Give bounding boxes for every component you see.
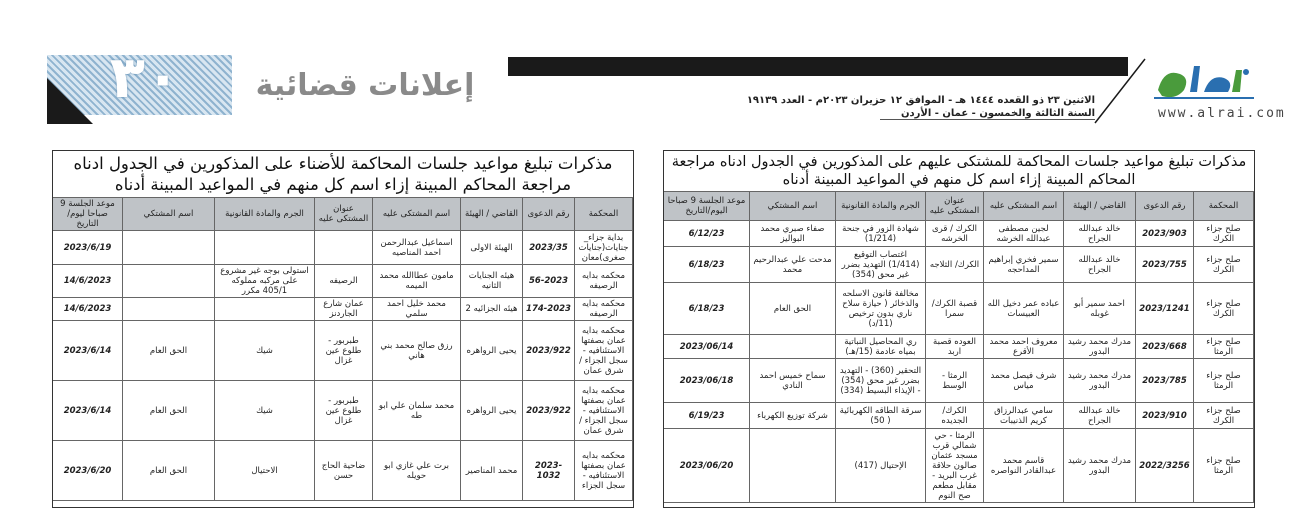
defendant-cell: محمد خليل احمد سلمي	[373, 298, 461, 321]
hearing-date-cell: 2023/6/14	[53, 381, 123, 441]
court-cell: صلح جزاء الكرك	[1194, 283, 1254, 335]
column-header: اسم المشتكى عليه	[984, 192, 1064, 221]
table-row	[53, 441, 633, 501]
header-rule-bar	[508, 57, 1128, 76]
table-row	[664, 335, 1254, 359]
address-cell: قصبة الكرك/ سمرا	[926, 283, 984, 335]
judge-cell: مدرك محمد رشيد البدور	[1064, 359, 1136, 403]
complainant-cell: الحق العام	[123, 381, 215, 441]
offense-cell: استولى بوجه غير مشروع على مركبه مملوكه 405/1 مكرر	[215, 265, 315, 298]
offense-cell	[215, 298, 315, 321]
judge-cell: مدرك محمد رشيد البدور	[1064, 429, 1136, 503]
hearing-date-cell: 2023/6/20	[53, 441, 123, 501]
complainant-cell: سماح خميس احمد النادي	[750, 359, 836, 403]
offense-cell: مخالفة قانون الاسلحه والذخائر ( حيازة سلاح ناري بدون ترخيص (11/د)	[836, 283, 926, 335]
case-number-cell: 2023/1241	[1136, 283, 1194, 335]
judge-cell: الهيئة الاولى	[461, 231, 523, 265]
case-number-cell: 174-2023	[523, 298, 575, 321]
website-url: www.alrai.com	[1158, 106, 1286, 121]
notice-box-right	[663, 150, 1255, 508]
corner-triangle-icon	[47, 78, 93, 124]
judge-cell: هيئه الجزائيه 2	[461, 298, 523, 321]
column-header: الجرم والمادة القانونية	[836, 192, 926, 221]
address-cell: ضاحية الحاج حسن	[315, 441, 373, 501]
court-cell: محكمه بدايه عمان بصفتها الاستئنافيه - سجل الجزاء	[575, 441, 633, 501]
column-header: عنوان المشتكى عليه	[926, 192, 984, 221]
issue-date-line: الاثنين ٢٣ ذو القعده ١٤٤٤ هـ - الموافق ١٢ حزيران ٢٠٢٣م - العدد ١٩١٣٩	[746, 95, 1095, 106]
table-row	[664, 403, 1254, 429]
judge-cell: خالد عبدالله الجراح	[1064, 247, 1136, 283]
complainant-cell: الحق العام	[750, 283, 836, 335]
hearing-date-cell: 2023/06/14	[664, 335, 750, 359]
case-number-cell: 2023/922	[523, 381, 575, 441]
section-title: إعلانات قضائية	[255, 68, 475, 103]
case-number-cell: 2023/910	[1136, 403, 1194, 429]
defendant-cell: رزق صالح محمد بني هاني	[373, 321, 461, 381]
alrai-logo-icon[interactable]	[1150, 60, 1260, 104]
hearing-date-cell: 6/18/23	[664, 283, 750, 335]
defendant-cell: لجين مصطفى عبدالله الخرشه	[984, 221, 1064, 247]
column-header: المحكمة	[575, 198, 633, 231]
offense-cell: ري المحاصيل النباتية بمياه عادمة (15/هـ)	[836, 335, 926, 359]
defendant-cell: قاسم محمد عبدالقادر النواصره	[984, 429, 1064, 503]
column-header: اسم المشتكي	[750, 192, 836, 221]
case-number-cell: 2022/3256	[1136, 429, 1194, 503]
court-cell: صلح جزاء الكرك	[1194, 403, 1254, 429]
issue-year-line: السنة الثالثة والخمسون - عمان - الأردن	[880, 108, 1095, 120]
table-row	[53, 265, 633, 298]
hearing-date-cell: 6/18/23	[664, 247, 750, 283]
complainant-cell	[123, 265, 215, 298]
judge-cell: محمد المناصير	[461, 441, 523, 501]
table-row	[53, 231, 633, 265]
case-number-cell: 2023/35	[523, 231, 575, 265]
address-cell: العوده قصبة اربد	[926, 335, 984, 359]
court-cell: محكمه بدايه عمان بصفتها الاستئنافيه - سجل الجزاء /شرق عمان	[575, 321, 633, 381]
column-header: موعد الجلسة 9 صباحا ليوم/ التاريخ	[53, 198, 123, 231]
judge-cell: خالد عبدالله الجراح	[1064, 403, 1136, 429]
defendant-cell: اسماعيل عبدالرحمن احمد المناصيه	[373, 231, 461, 265]
judge-cell: يحيى الرواهره	[461, 321, 523, 381]
offense-cell: سرقة الطاقه الكهربائية ( 50)	[836, 403, 926, 429]
case-number-cell: 2023/668	[1136, 335, 1194, 359]
case-number-cell: 2023/922	[523, 321, 575, 381]
hearing-date-cell: 14/6/2023	[53, 265, 123, 298]
table-header-row	[664, 192, 1254, 221]
complainant-cell: شركة توزيع الكهرباء	[750, 403, 836, 429]
address-cell: طبربور - طلوع عين غزال	[315, 321, 373, 381]
address-cell: الرمثا - حي شمالي قرب مسجد عثمان صالون حلاقة غرب البريد - مقابل مطعم صح النوم	[926, 429, 984, 503]
column-header: اسم المشتكى عليه	[373, 198, 461, 231]
column-header: الجرم والمادة القانونية	[215, 198, 315, 231]
hearings-table-left	[52, 197, 633, 501]
court-cell: محكمه بدايه الرصيفه	[575, 298, 633, 321]
column-header: رقم الدعوى	[1136, 192, 1194, 221]
judge-cell: خالد عبدالله الجراح	[1064, 221, 1136, 247]
notice-title: مذكرات تبليغ مواعيد جلسات المحاكمة للمشتكى عليهم على المذكورين في الجدول ادناه مراجعة المحاكم المبينة إزاء اسم كل منهم في المواعيد المبينة أدناه	[671, 154, 1247, 188]
header-slash-icon	[1090, 57, 1150, 127]
court-cell: صلح جزاء الرمثا	[1194, 359, 1254, 403]
notice-title: مذكرات تبليغ مواعيد جلسات المحاكمة للأضناء على المذكورين في الجدول ادناه مراجعة المحاكم المبينة إزاء اسم كل منهم في المواعيد المبينة أدناه	[73, 154, 613, 194]
defendant-cell: برت علي غازي ابو حويله	[373, 441, 461, 501]
court-cell: صلح جزاء الرمثا	[1194, 429, 1254, 503]
address-cell: الكرك / قرى الخرشه	[926, 221, 984, 247]
notice-box-left	[52, 150, 634, 508]
hearing-date-cell: 6/12/23	[664, 221, 750, 247]
column-header: المحكمة	[1194, 192, 1254, 221]
hearing-date-cell: 2023/06/20	[664, 429, 750, 503]
hearing-date-cell: 6/19/23	[664, 403, 750, 429]
judge-cell: احمد سمير أبو غوبله	[1064, 283, 1136, 335]
court-cell: محكمه بدايه عمان بصفتها الاستئنافيه - سجل الجزاء /شرق عمان	[575, 381, 633, 441]
defendant-cell: محمد سلمان علي ابو طه	[373, 381, 461, 441]
address-cell	[315, 231, 373, 265]
complainant-cell	[123, 231, 215, 265]
column-header: القاضي / الهيئة	[1064, 192, 1136, 221]
case-number-cell: 2023/903	[1136, 221, 1194, 247]
hearing-date-cell: 2023/6/14	[53, 321, 123, 381]
hearing-date-cell: 2023/6/19	[53, 231, 123, 265]
defendant-cell: شرف فيصل محمد مياس	[984, 359, 1064, 403]
table-row	[664, 359, 1254, 403]
table-row	[53, 298, 633, 321]
court-cell: صلح جزاء الكرك	[1194, 247, 1254, 283]
table-row	[664, 429, 1254, 503]
judge-cell: مدرك محمد رشيد البدور	[1064, 335, 1136, 359]
table-header-row	[53, 198, 633, 231]
case-number-cell: 2023/755	[1136, 247, 1194, 283]
offense-cell: شيك	[215, 321, 315, 381]
table-row	[664, 221, 1254, 247]
complainant-cell	[750, 429, 836, 503]
offense-cell: شيك	[215, 381, 315, 441]
hearing-date-cell: 2023/06/18	[664, 359, 750, 403]
column-header: رقم الدعوى	[523, 198, 575, 231]
court-cell: بداية جزاء_ جنايات(جنايات صغرى)معان	[575, 231, 633, 265]
complainant-cell: مدحت علي عبدالرحيم محمد	[750, 247, 836, 283]
case-number-cell: 2023-1032	[523, 441, 575, 501]
table-row	[53, 381, 633, 441]
table-row	[664, 247, 1254, 283]
table-row	[53, 321, 633, 381]
hearing-date-cell: 14/6/2023	[53, 298, 123, 321]
judge-cell: يحيى الرواهره	[461, 381, 523, 441]
address-cell: طبربور - طلوع عين غزال	[315, 381, 373, 441]
defendant-cell: معروف احمد محمد الأقرع	[984, 335, 1064, 359]
defendant-cell: عباده عمر دخيل الله العبيسات	[984, 283, 1064, 335]
judge-cell: هيئه الجنايات الثانيه	[461, 265, 523, 298]
complainant-cell	[123, 298, 215, 321]
address-cell: الكرك/ الجديده	[926, 403, 984, 429]
defendant-cell: سمير فخري إبراهيم المداحجه	[984, 247, 1064, 283]
complainant-cell: صفاء صبري محمد البوالیز	[750, 221, 836, 247]
court-cell: صلح جزاء الكرك	[1194, 221, 1254, 247]
offense-cell: شهادة الزور في جنحة (1/214)	[836, 221, 926, 247]
table-row	[664, 283, 1254, 335]
case-number-cell: 2023/785	[1136, 359, 1194, 403]
court-cell: محكمه بدايه الرصيفه	[575, 265, 633, 298]
court-cell: صلح جزاء الرمثا	[1194, 335, 1254, 359]
complainant-cell: الحق العام	[123, 321, 215, 381]
column-header: عنوان المشتكى عليه	[315, 198, 373, 231]
offense-cell: الإحتيال (417)	[836, 429, 926, 503]
address-cell: عمان شارع الجاردنز	[315, 298, 373, 321]
address-cell: الرمثا - الوسط	[926, 359, 984, 403]
complainant-cell: الحق العام	[123, 441, 215, 501]
offense-cell: الاحتيال	[215, 441, 315, 501]
defendant-cell: مامون عطاالله محمد الميمه	[373, 265, 461, 298]
page-number: ٣٠	[109, 43, 181, 111]
column-header: موعد الجلسة 9 صباحا اليوم/التاريخ	[664, 192, 750, 221]
address-cell: الكرك/ الثلاجه	[926, 247, 984, 283]
hearings-table-right	[663, 191, 1254, 503]
complainant-cell	[750, 335, 836, 359]
offense-cell: اغتصاب التوقيع (1/414) التهديد بضرر غير محق (354)	[836, 247, 926, 283]
offense-cell: التحقير (360) - التهديد بضرر غير محق (354) - الإيذاء البسيط (334)	[836, 359, 926, 403]
column-header: اسم المشتكي	[123, 198, 215, 231]
defendant-cell: سامي عبدالرزاق كريم الذنيبات	[984, 403, 1064, 429]
offense-cell	[215, 231, 315, 265]
address-cell: الرصيفه	[315, 265, 373, 298]
column-header: القاضي / الهيئة	[461, 198, 523, 231]
case-number-cell: 56-2023	[523, 265, 575, 298]
